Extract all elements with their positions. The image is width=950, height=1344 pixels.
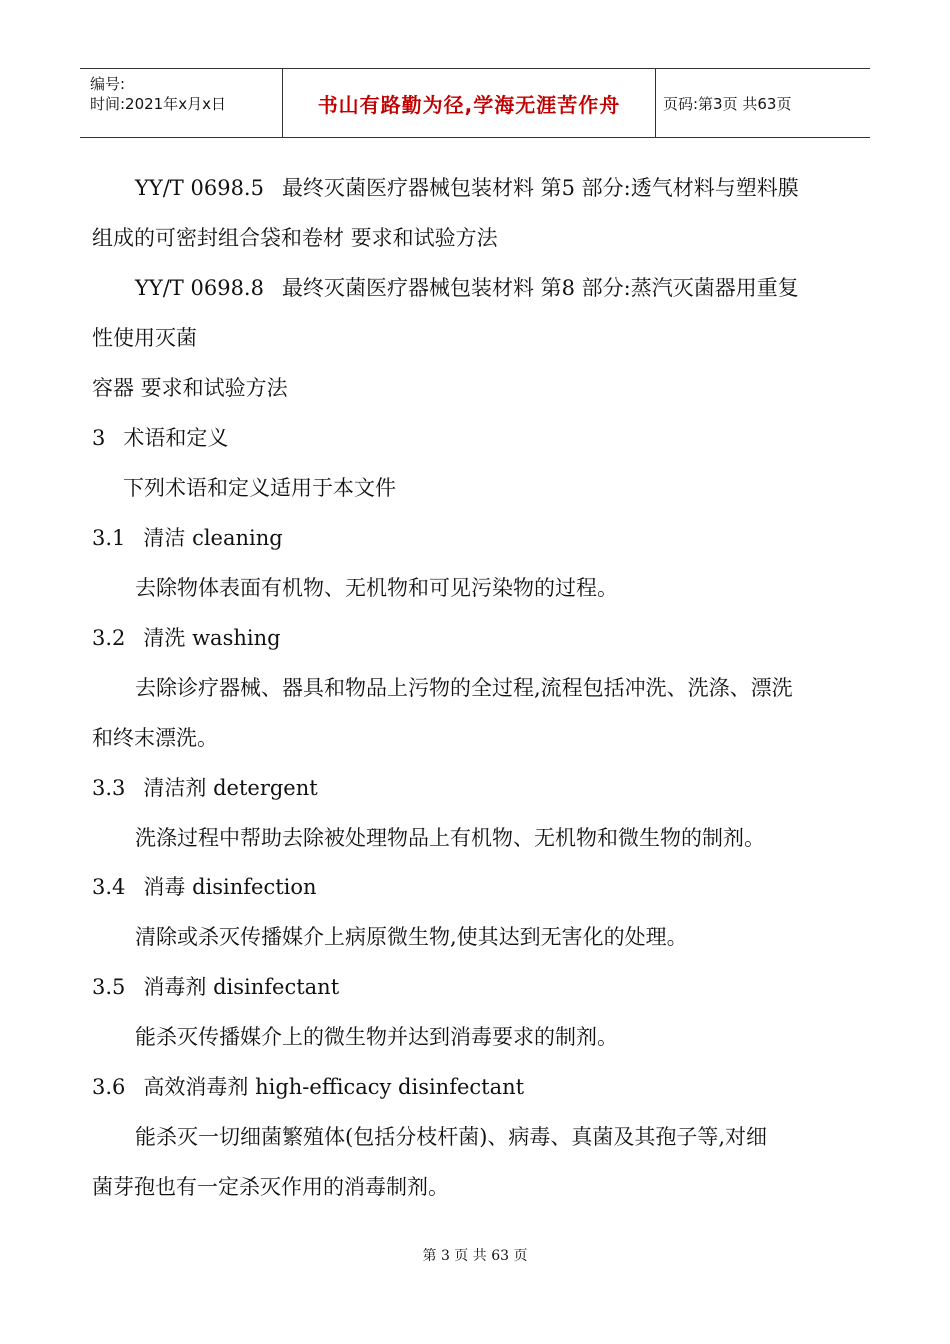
reference-1-line-1 — [135, 172, 799, 202]
term-3-6-term: 高效消毒剂 high-efficacy disinfectant — [143, 1075, 525, 1099]
term-3-5-term: 消毒剂 disinfectant — [143, 975, 340, 999]
header-motto-cell — [282, 69, 656, 137]
term-3-1-term: 清洁 cleaning — [143, 526, 283, 550]
document-number-label: 编号: — [90, 75, 126, 93]
term-3-3-number: 3.3 — [92, 776, 126, 800]
term-3-6-definition-line-1: 能杀灭一切细菌繁殖体(包括分枝杆菌)、病毒、真菌及其孢子等,对细 — [135, 1125, 768, 1149]
section-3-number: 3 — [92, 426, 106, 450]
term-3-4-definition: 清除或杀灭传播媒介上病原微生物,使其达到无害化的处理。 — [135, 925, 688, 949]
header-meta — [80, 69, 282, 137]
term-3-2-term: 清洗 washing — [143, 626, 281, 650]
reference-1-line-2: 组成的可密封组合袋和卷材 要求和试验方法 — [92, 226, 498, 250]
term-3-4-term: 消毒 disinfection — [143, 875, 317, 899]
term-3-2-definition-line-1: 去除诊疗器械、器具和物品上污物的全过程,流程包括冲洗、洗涤、漂洗 — [135, 676, 793, 700]
reference-2-code: YY/T 0698.8 — [135, 276, 264, 300]
term-3-4-number: 3.4 — [92, 875, 126, 899]
section-3-heading — [92, 422, 228, 452]
term-3-4-heading — [92, 871, 317, 901]
term-3-3-term: 清洁剂 detergent — [143, 776, 318, 800]
section-3-title: 术语和定义 — [123, 426, 229, 450]
document-header — [80, 68, 870, 138]
term-3-5-number: 3.5 — [92, 975, 126, 999]
term-3-2-number: 3.2 — [92, 626, 126, 650]
term-3-1-definition: 去除物体表面有机物、无机物和可见污染物的过程。 — [135, 576, 618, 600]
header-motto: 书山有路勤为径,学海无涯苦作舟 — [317, 92, 621, 117]
page-footer: 第 3 页 共 63 页 — [422, 1248, 528, 1264]
reference-2-title: 最终灭菌医疗器械包装材料 第8 部分:蒸汽灭菌器用重复 — [281, 276, 799, 300]
header-page-label: 页码:第3页 共63页 — [663, 94, 792, 113]
term-3-6-definition-line-2: 菌芽孢也有一定杀灭作用的消毒制剂。 — [92, 1175, 449, 1199]
term-3-3-heading — [92, 772, 318, 802]
reference-2-line-2: 性使用灭菌 — [92, 326, 197, 350]
document-time-label: 时间:2021年x月x日 — [90, 95, 226, 113]
term-3-6-heading — [92, 1071, 524, 1101]
reference-1-title: 最终灭菌医疗器械包装材料 第5 部分:透气材料与塑料膜 — [281, 176, 799, 200]
term-3-1-heading — [92, 522, 283, 552]
reference-1-code: YY/T 0698.5 — [135, 176, 264, 200]
term-3-2-heading — [92, 622, 281, 652]
term-3-2-definition-line-2: 和终末漂洗。 — [92, 726, 218, 750]
term-3-5-definition: 能杀灭传播媒介上的微生物并达到消毒要求的制剂。 — [135, 1025, 618, 1049]
section-3-intro: 下列术语和定义适用于本文件 — [123, 476, 396, 500]
reference-2-line-3: 容器 要求和试验方法 — [92, 376, 288, 400]
term-3-6-number: 3.6 — [92, 1075, 126, 1099]
term-3-1-number: 3.1 — [92, 526, 126, 550]
term-3-5-heading — [92, 971, 339, 1001]
header-page-cell — [655, 69, 878, 137]
term-3-3-definition: 洗涤过程中帮助去除被处理物品上有机物、无机物和微生物的制剂。 — [135, 826, 765, 850]
reference-2-line-1 — [135, 272, 799, 302]
